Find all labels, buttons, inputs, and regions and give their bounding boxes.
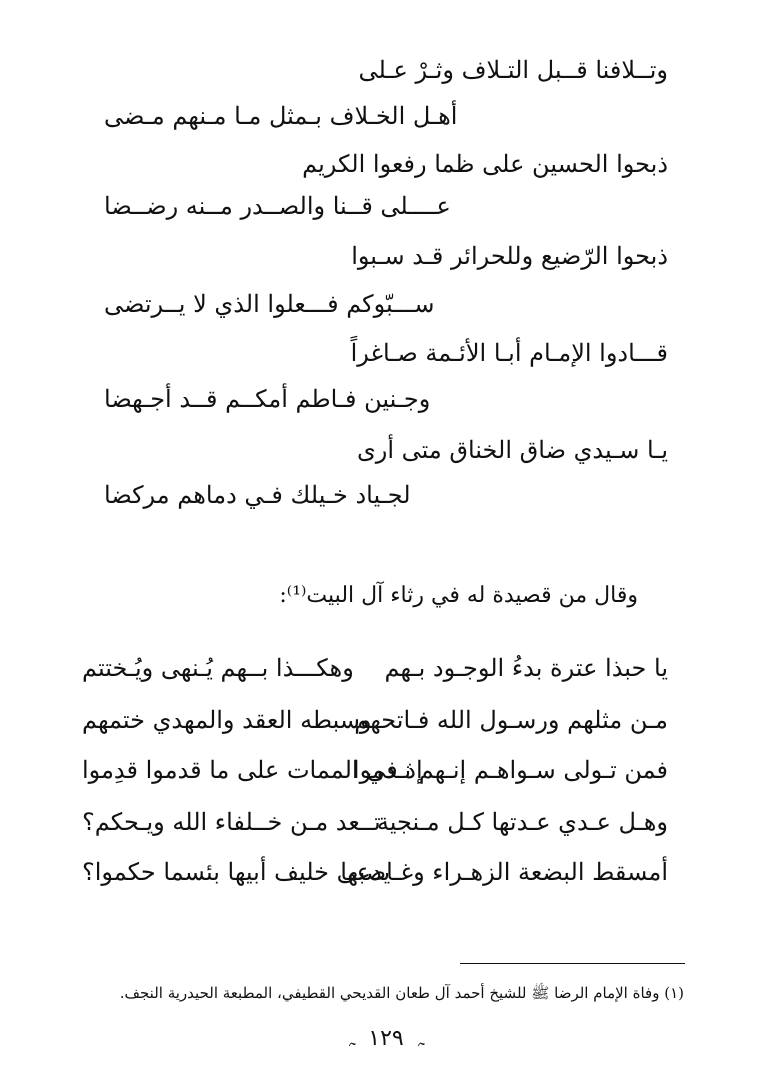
poem-one-line-7: قـــادوا الإمـام أبـا الأئـمة صـاغراً — [350, 339, 668, 367]
poem-one-line-5: ذبحوا الرّضيع وللحرائر قـد سـبوا — [351, 242, 668, 270]
poem-one-line-8: وجـنين فـاطم أمكــم قــد أجـهضا — [104, 385, 431, 413]
poem-two-left-4: تــعد مـن خــلفاء الله ويـحكم؟ — [82, 808, 381, 836]
poem-two-left-2: وسبطه العقد والمهدي ختمهم — [82, 706, 372, 734]
poem-one-line-6: ســـبّوكم فـــعلوا الذي لا يــرتضى — [104, 290, 435, 318]
poem-intro: وقال من قصيدة له في رثاء آل البيت⁽¹⁾: — [279, 583, 638, 608]
poem-one-line-10: لجـياد خـيلك فـي دماهم مركضا — [104, 481, 411, 509]
poem-two-left-1: وهكـــذا بــهم يُـنهى ويُـختتم — [82, 654, 354, 682]
poem-two-right-2: مـن مثلهم ورسـول الله فـاتحهم — [354, 706, 668, 734]
page-number-block — [0, 1024, 772, 1053]
left-ornament-icon: ﮧ — [416, 1026, 425, 1050]
poem-one-line-4: عــــلى قــنا والصــدر مــنه رضــضا — [104, 192, 451, 220]
poem-two-right-1: يا حبذا عترة بدءُ الوجـود بـهم — [384, 654, 668, 682]
poem-two-right-5: أمسقط البضعة الزهـراء وغـاصبها — [340, 858, 668, 886]
poem-two-left-3: إذ في الممات على ما قدموا قدِموا — [82, 756, 423, 784]
right-ornament-icon: ﮧ — [347, 1026, 356, 1050]
poem-two-right-3: فمن تـولى سـواهـم إنـهم نـدموا — [352, 756, 668, 784]
page-number: ١٢٩ — [368, 1026, 404, 1051]
footnote-text: (١) وفاة الإمام الرضا ﷺ للشيخ أحمد آل طعان القديحي القطيفي، المطبعة الحيدرية النجف. — [119, 984, 684, 1002]
poem-one-line-9: يـا سـيدي ضاق الخناق متى أرى — [356, 436, 668, 464]
poem-one-line-1: وتــلافنا قــبل التـلاف وثـرْ عـلى — [358, 56, 668, 84]
footnote-separator — [460, 963, 685, 964]
poem-one-line-2: أهـل الخـلاف بـمثل مـا مـنهم مـضى — [104, 102, 458, 130]
poem-two-left-5: يدعى خليف أبيها بئسما حكموا؟ — [82, 858, 391, 886]
poem-one-line-3: ذبحوا الحسين على ظما رفعوا الكريم — [302, 150, 668, 178]
poem-two-right-4: وهـل عـدي عـدتها كـل مـنجية — [376, 808, 668, 836]
